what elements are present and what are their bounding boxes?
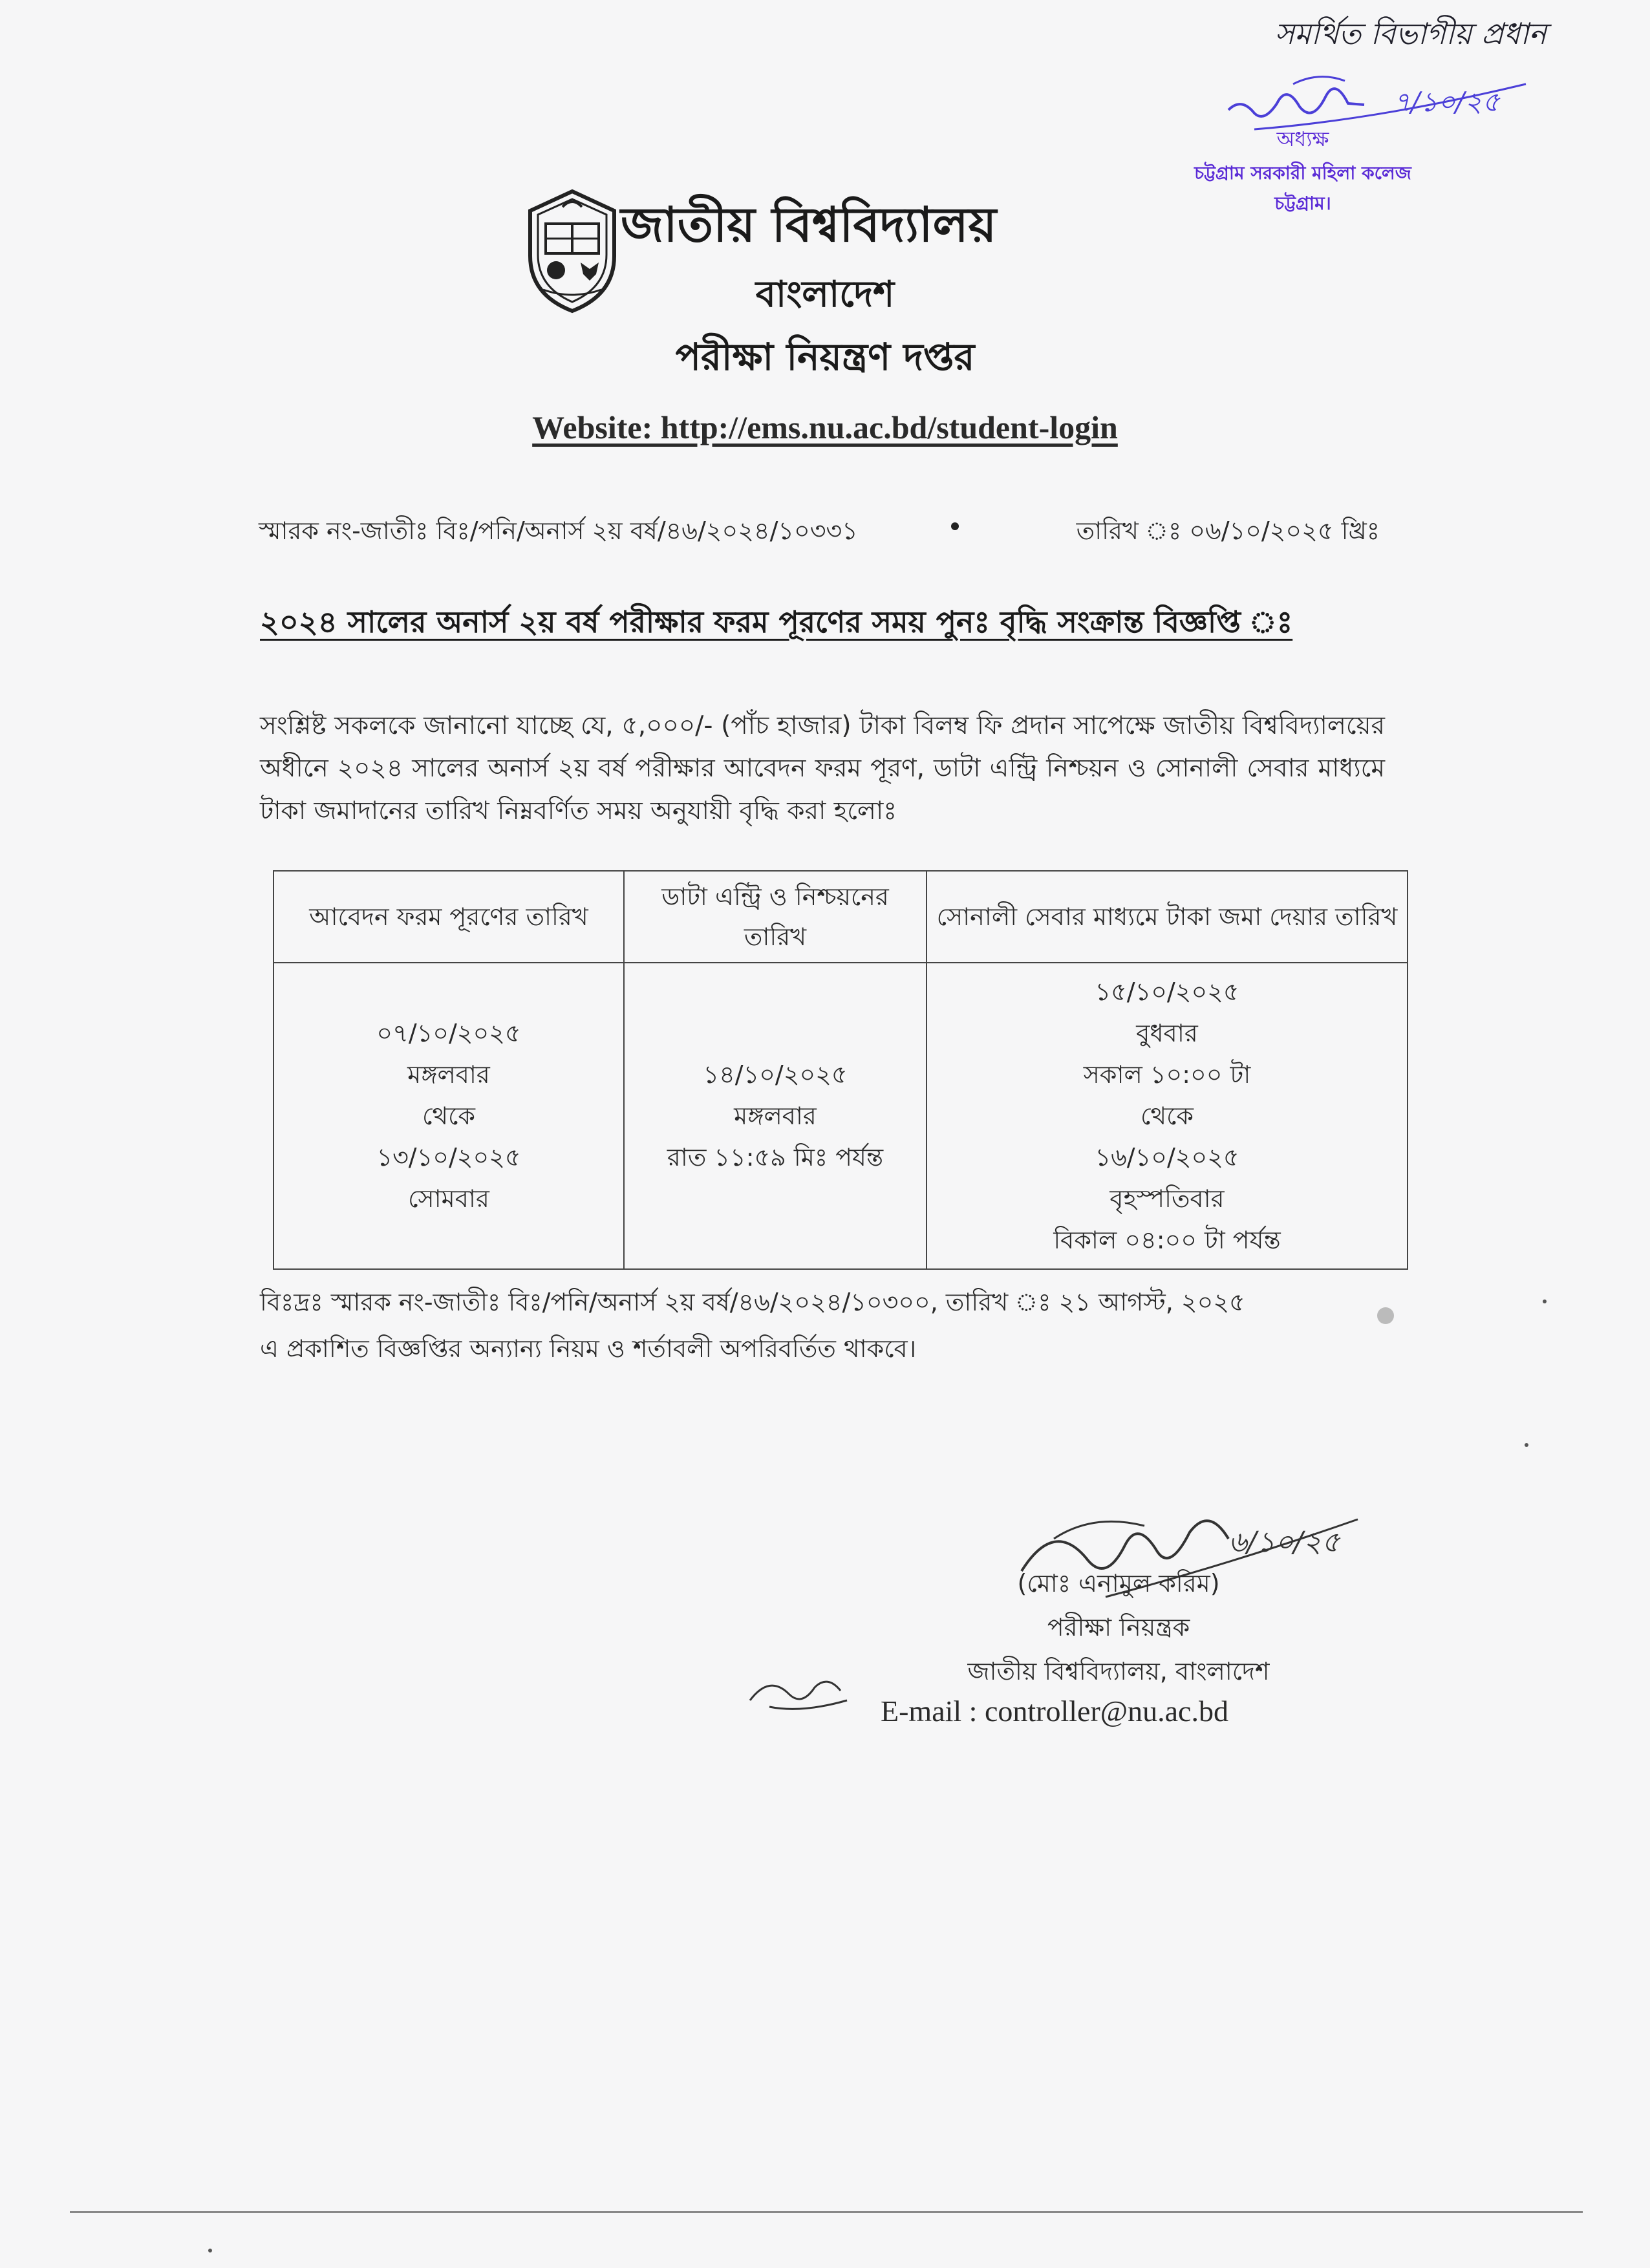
entry-time: রাত ১১:৫৯ মিঃ পর্যন্ত [667, 1143, 884, 1171]
stamp-college: চট্টগ্রাম সরকারী মহিলা কলেজ [1194, 162, 1411, 184]
table-header-row [273, 871, 1408, 963]
entry-date: ১৪/১০/২০২৫ [703, 1060, 848, 1089]
form-start-date: ০৭/১০/২০২৫ [376, 1019, 521, 1047]
footnote-line-1: বিঃদ্রঃ স্মারক নং-জাতীঃ বিঃ/পনি/অনার্স ২য় বর্ষ/৪৬/২০২৪/১০৩০০, তারিখ ঃ ২১ আগস্ট, ২০২৫ [260, 1288, 1245, 1316]
pay-end-date: ১৬/১০/২০২৫ [1095, 1143, 1239, 1171]
ink-dot [951, 522, 959, 530]
university-name: জাতীয় বিশ্ববিদ্যালয় [621, 197, 997, 253]
department-name: পরীক্ষা নিয়ন্ত্রণ দপ্তর [675, 335, 975, 379]
header-payment-date: সোনালী সেবার মাধ্যমে টাকা জমা দেয়ার তারিখ [927, 871, 1408, 963]
principal-signature-date: ৭/১০/২৫ [1393, 86, 1500, 118]
page-bottom-rule [70, 2211, 1583, 2213]
footnote [260, 1279, 1398, 1372]
header-form-fillup-date: আবেদন ফরম পূরণের তারিখ [273, 871, 624, 963]
controller-email[interactable]: E-mail : controller@nu.ac.bd [881, 1695, 1228, 1728]
handwritten-note: সমর্থিত বিভাগীয় প্রধান [1274, 16, 1547, 51]
notice-subject [260, 600, 1385, 649]
table-row [273, 963, 1408, 1269]
footnote-line-2: এ প্রকাশিত বিজ্ঞপ্তির অন্যান্য নিয়ম ও শর্তাবলী অপরিবর্তিত থাকবে। [260, 1334, 917, 1363]
form-end-day: সোমবার [408, 1184, 489, 1213]
pay-end-day: বৃহস্পতিবার [1109, 1184, 1225, 1213]
stamp-city: চট্টগ্রাম। [1274, 193, 1331, 214]
website-link-text[interactable]: Website: http://ems.nu.ac.bd/student-login [532, 409, 1118, 445]
pay-from: থেকে [1141, 1102, 1194, 1130]
notice-body: সংশ্লিষ্ট সকলকে জানানো যাচ্ছে যে, ৫,০০০/- (পাঁচ হাজার) টাকা বিলম্ব ফি প্রদান সাপেক্ষে জাতীয় বিশ্ববিদ্যালয়ের অধীনে ২০২৪ সালের অনার্স ২য় বর্ষ পরীক্ষার আবেদন ফরম পূরণ, ডাটা এন্ট্রি নিশ্চয়ন ও সোনালী সেবার মাধ্যমে টাকা জমাদানের তারিখ নিম্নবর্ণিত সময় অনুযায়ী বৃদ্ধি করা হলোঃ [260, 711, 1385, 826]
schedule-table [273, 870, 1408, 1270]
initials-signature [744, 1662, 853, 1720]
ink-smudge [1377, 1307, 1394, 1324]
signer-organization: জাতীয় বিশ্ববিদ্যালয়, বাংলাদেশ [967, 1657, 1270, 1685]
controller-signature-date: ৬/১০/২৫ [1228, 1526, 1340, 1559]
payment-cell [927, 963, 1408, 1269]
form-fillup-cell [273, 963, 624, 1269]
signer-title: পরীক্ষা নিয়ন্ত্রক [1047, 1613, 1190, 1642]
memo-number: স্মারক নং-জাতীঃ বিঃ/পনি/অনার্স ২য় বর্ষ/৪৬/২০২৪/১০৩৩১ [259, 517, 858, 545]
entry-day: মঙ্গলবার [734, 1102, 817, 1130]
principal-stamp [1164, 123, 1442, 220]
website-link[interactable] [0, 409, 1650, 446]
speck [208, 2249, 212, 2252]
speck [1525, 1443, 1528, 1447]
signer-name: (মোঃ এনামুল করিম) [1017, 1569, 1220, 1598]
pay-start-day: বুধবার [1136, 1019, 1198, 1047]
stamp-title: অধ্যক্ষ [1276, 127, 1329, 151]
memo-date: তারিখ ঃ ০৬/১০/২০২৫ খ্রিঃ [1076, 517, 1380, 545]
notice-subject-text: ২০২৪ সালের অনার্স ২য় বর্ষ পরীক্ষার ফরম পূরণের সময় পুনঃ বৃদ্ধি সংক্রান্ত বিজ্ঞপ্তি ঃ [260, 604, 1293, 639]
form-from: থেকে [422, 1102, 475, 1130]
speck [1543, 1300, 1547, 1303]
form-end-date: ১৩/১০/২০২৫ [376, 1143, 521, 1171]
data-entry-cell [624, 963, 927, 1269]
pay-start-date: ১৫/১০/২০২৫ [1095, 978, 1239, 1006]
form-start-day: মঙ্গলবার [407, 1060, 490, 1089]
pay-end-time: বিকাল ০৪:০০ টা পর্যন্ত [1053, 1226, 1281, 1254]
pay-start-time: সকাল ১০:০০ টা [1083, 1060, 1251, 1089]
country-name: বাংলাদেশ [755, 273, 895, 316]
header-data-entry-date: ডাটা এন্ট্রি ও নিশ্চয়নের তারিখ [624, 871, 927, 963]
